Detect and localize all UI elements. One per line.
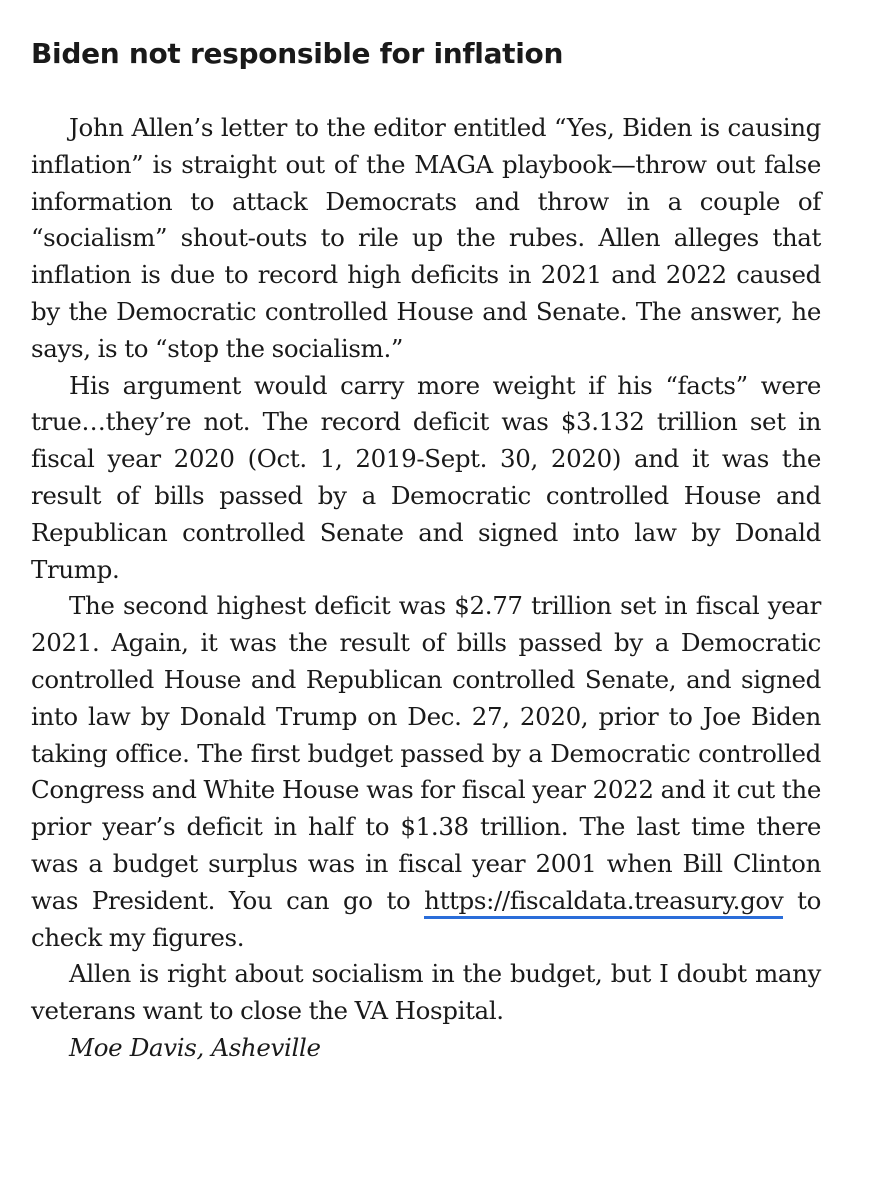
- paragraph-3-text-before-link: The second highest deficit was $2.77 trillion set in fiscal year 2021. Again, it was the result of bills passed by a Democratic controlled House and Republican controlled Senate, and signed into law by Donald Trump on Dec. 27, 2020, prior to Joe Biden taking office. The first budget passed by a Democratic controlled Congress and White House was for fiscal year 2022 and it cut the prior year’s deficit in half to $1.38 trillion. The last time there was a budget surplus was in fiscal year 2001 when Bill Clinton was President. You can go to: [31, 591, 821, 915]
- treasury-link[interactable]: https://fiscaldata.treasury.gov: [424, 886, 783, 919]
- paragraph-4: Allen is right about socialism in the budget, but I doubt many veterans want to close the VA Hospital.: [31, 959, 821, 1026]
- paragraph-2: His argument would carry more weight if his “facts” were true…they’re not. The record deficit was $3.132 trillion set in fiscal year 2020 (Oct. 1, 2019-Sept. 30, 2020) and it was the result of bills passed by a Democratic controlled House and Republican controlled Senate and signed into law by Donald Trump.: [31, 370, 821, 584]
- paragraph-1: John Allen’s letter to the editor entitled “Yes, Biden is causing inflation” is straight out of the MAGA playbook—throw out false information to attack Democrats and throw in a couple of “socialism” shout-outs to rile up the rubes. Allen alleges that inflation is due to record high deficits in 2021 and 2022 caused by the Democratic controlled House and Senate. The answer, he says, is to “stop the socialism.”: [31, 113, 821, 363]
- author-signature: Moe Davis, Asheville: [69, 1032, 321, 1062]
- paragraph-3-text-after-link: to check my figures.: [31, 885, 821, 952]
- headline: Biden not responsible for inflation: [31, 37, 564, 70]
- letter-to-editor: [31, 34, 821, 1067]
- paragraph-3: [31, 588, 821, 956]
